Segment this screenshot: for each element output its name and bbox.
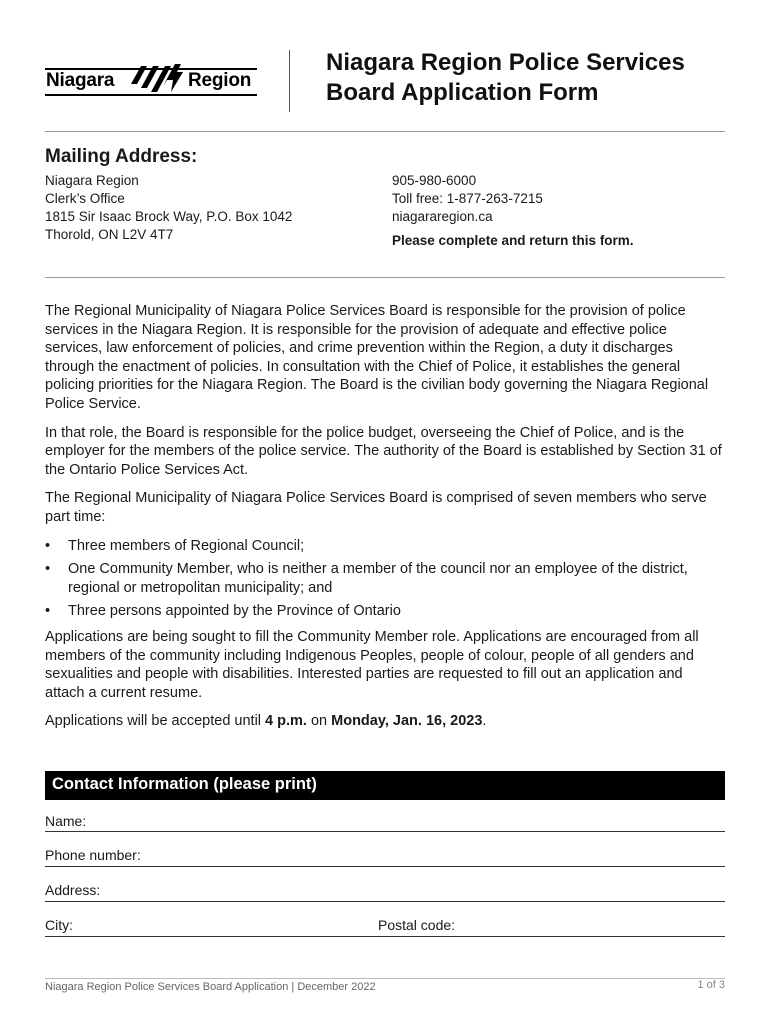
header-rule (45, 131, 725, 132)
deadline-time: 4 p.m. (265, 713, 307, 730)
page-number: 1 of 3 (697, 979, 725, 991)
deadline-date: Monday, Jan. 16, 2023 (331, 713, 483, 730)
list-item: • Three persons appointed by the Province of Ontario (45, 603, 401, 620)
return-note: Please complete and return this form. (392, 233, 634, 248)
contact-details (392, 172, 634, 250)
name-field[interactable] (45, 831, 725, 832)
header-divider (289, 50, 290, 112)
city-postal-field[interactable] (45, 936, 725, 937)
contact-section-title: Contact Information (please print) (52, 775, 317, 793)
niagara-region-logo (45, 60, 257, 100)
paragraph-deadline: Applications will be accepted until 4 p.m. on Monday, Jan. 16, 2023. (45, 713, 487, 730)
bullet-icon: • (45, 603, 51, 620)
address-line: 1815 Sir Isaac Brock Way, P.O. Box 1042 (45, 209, 293, 224)
address-line: Thorold, ON L2V 4T7 (45, 227, 174, 242)
logo-left-text: Niagara (46, 70, 115, 91)
bullet-icon: • (45, 561, 51, 578)
member-list (45, 537, 725, 621)
footer-document-info: Niagara Region Police Services Board Application | December 2022 (45, 981, 376, 993)
list-item: • One Community Member, who is neither a member of the council nor an employee of the district, regional or metropolitan municipality; and (45, 561, 688, 596)
bullet-icon: • (45, 537, 51, 554)
logo-right-text: Region (188, 70, 252, 91)
toll-free-number: Toll free: 1-877-263-7215 (392, 191, 543, 206)
list-item: • Three members of Regional Council; (45, 537, 305, 554)
address-label: Address: (45, 882, 101, 898)
mailing-rule (45, 277, 725, 278)
contact-section-header (45, 771, 725, 800)
title-line-1: Niagara Region Police Services (326, 49, 685, 76)
title-line-2: Board Application Form (326, 79, 599, 106)
phone-field[interactable] (45, 866, 725, 867)
footer-rule (45, 978, 725, 979)
paragraph-applications: Applications are being sought to fill the Community Member role. Applications are encouraged from all members of the community including Indigenous Peoples, people of colour, people of all genders and sexualities and people with disabilities. Interested parties are requested to fill out an application and attach a current resume. (45, 628, 699, 701)
mailing-address (45, 172, 292, 244)
address-line: Clerk’s Office (45, 191, 125, 206)
body-text (45, 302, 725, 741)
phone-number: 905-980-6000 (392, 173, 477, 188)
phone-label: Phone number: (45, 847, 141, 863)
address-line: Niagara Region (45, 173, 139, 188)
logo-mark-icon (127, 62, 185, 96)
paragraph-board-authority: In that role, the Board is responsible for the police budget, overseeing the Chief of Police, and is the employer for the members of the police service. The authority of the Board is established by Section 31 of the Ontario Police Services Act. (45, 424, 722, 478)
page-title (326, 48, 746, 108)
paragraph-board-role: The Regional Municipality of Niagara Police Services Board is responsible for the provision of police services in the Niagara Region. It is responsible for the provision of adequate and effective police services, law enforcement of policies, and crime prevention within the Region, a duty it discharges through the enactment of policies. In consultation with the Chief of Police, it establishes the general policing priorities for the Niagara Region. The Board is the civilian body governing the Niagara Regional Police Service. (45, 303, 709, 412)
logo-bottom-rule (45, 94, 257, 96)
address-field[interactable] (45, 901, 725, 902)
paragraph-board-composition: The Regional Municipality of Niagara Police Services Board is comprised of seven members who serve part time: (45, 490, 707, 525)
postal-code-label: Postal code: (378, 917, 456, 933)
city-label: City: (45, 917, 73, 933)
name-label: Name: (45, 813, 87, 829)
mailing-heading: Mailing Address: (45, 146, 198, 167)
website-link[interactable]: niagararegion.ca (392, 209, 493, 224)
